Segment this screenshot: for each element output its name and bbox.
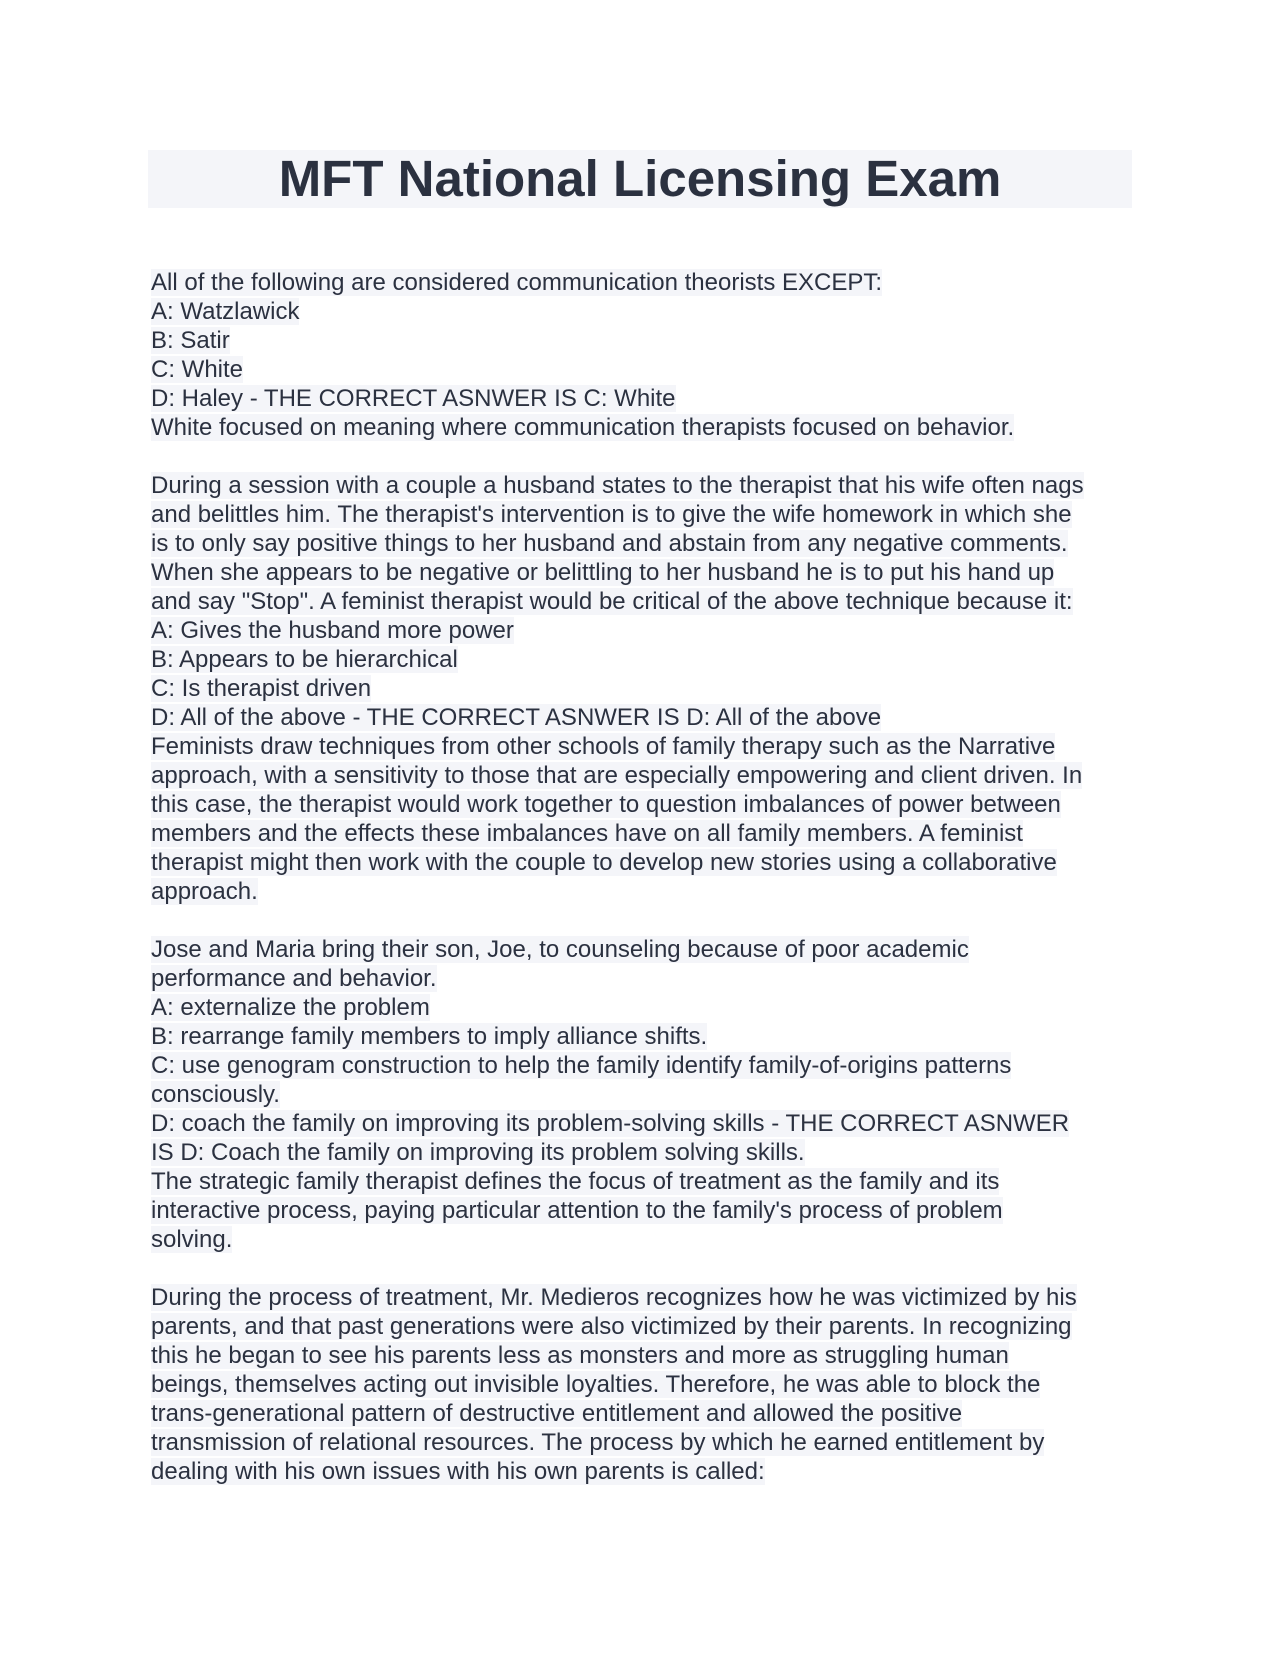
answer-rationale: interactive process, paying particular attention to the family's process of problem xyxy=(151,1197,1003,1224)
answer-rationale: members and the effects these imbalances have on all family members. A feminist xyxy=(151,820,1023,847)
question-text: and belittles him. The therapist's intervention is to give the wife homework in which she xyxy=(151,501,1072,528)
question-block xyxy=(151,268,1141,442)
answer-rationale: Feminists draw techniques from other schools of family therapy such as the Narrative xyxy=(151,733,1056,760)
answer-option-c: C: White xyxy=(151,356,244,383)
question-text: and say "Stop". A feminist therapist would be critical of the above technique because it: xyxy=(151,588,1073,615)
question-text: During a session with a couple a husband states to the therapist that his wife often nags xyxy=(151,472,1084,499)
answer-option-b: B: rearrange family members to imply alliance shifts. xyxy=(151,1023,708,1050)
answer-option-b: B: Appears to be hierarchical xyxy=(151,646,458,673)
question-block xyxy=(151,1283,1141,1486)
question-text: parents, and that past generations were also victimized by their parents. In recognizing xyxy=(151,1313,1072,1340)
question-text: this he began to see his parents less as monsters and more as struggling human xyxy=(151,1342,1009,1369)
question-block xyxy=(151,471,1141,906)
answer-option-a: A: Watzlawick xyxy=(151,298,300,325)
answer-option-d: D: Haley - THE CORRECT ASNWER IS C: White xyxy=(151,385,676,412)
question-text: All of the following are considered communication theorists EXCEPT: xyxy=(151,269,883,296)
answer-option-d: IS D: Coach the family on improving its problem solving skills. xyxy=(151,1139,805,1166)
answer-rationale: approach. xyxy=(151,878,258,905)
answer-option-c: consciously. xyxy=(151,1081,280,1108)
answer-rationale: The strategic family therapist defines the focus of treatment as the family and its xyxy=(151,1168,1000,1195)
question-text: trans-generational pattern of destructive entitlement and allowed the positive xyxy=(151,1400,963,1427)
document-body xyxy=(151,268,1141,1486)
answer-option-b: B: Satir xyxy=(151,327,230,354)
question-text: is to only say positive things to her husband and abstain from any negative comments. xyxy=(151,530,1068,557)
spacer xyxy=(151,906,1141,935)
answer-rationale: therapist might then work with the couple to develop new stories using a collaborative xyxy=(151,849,1057,876)
spacer xyxy=(151,1254,1141,1283)
question-text: dealing with his own issues with his own parents is called: xyxy=(151,1458,765,1485)
answer-option-c: C: use genogram construction to help the family identify family-of-origins patterns xyxy=(151,1052,1012,1079)
question-text: During the process of treatment, Mr. Medieros recognizes how he was victimized by his xyxy=(151,1284,1077,1311)
title-band xyxy=(148,150,1132,208)
question-text: transmission of relational resources. The process by which he earned entitlement by xyxy=(151,1429,1045,1456)
answer-rationale: approach, with a sensitivity to those that are especially empowering and client driven. In xyxy=(151,762,1083,789)
answer-option-a: A: externalize the problem xyxy=(151,994,430,1021)
spacer xyxy=(151,442,1141,471)
question-text: performance and behavior. xyxy=(151,965,437,992)
answer-option-a: A: Gives the husband more power xyxy=(151,617,514,644)
answer-option-d: D: All of the above - THE CORRECT ASNWER IS D: All of the above xyxy=(151,704,882,731)
answer-rationale: White focused on meaning where communication therapists focused on behavior. xyxy=(151,414,1015,441)
answer-rationale: solving. xyxy=(151,1226,233,1253)
answer-rationale: this case, the therapist would work together to question imbalances of power between xyxy=(151,791,1061,818)
answer-option-c: C: Is therapist driven xyxy=(151,675,372,702)
question-text: When she appears to be negative or belittling to her husband he is to put his hand up xyxy=(151,559,1055,586)
answer-option-d: D: coach the family on improving its problem-solving skills - THE CORRECT ASNWER xyxy=(151,1110,1070,1137)
question-block xyxy=(151,935,1141,1254)
question-text: Jose and Maria bring their son, Joe, to counseling because of poor academic xyxy=(151,936,969,963)
page-title: MFT National Licensing Exam xyxy=(278,150,1002,207)
question-text: beings, themselves acting out invisible loyalties. Therefore, he was able to block the xyxy=(151,1371,1041,1398)
